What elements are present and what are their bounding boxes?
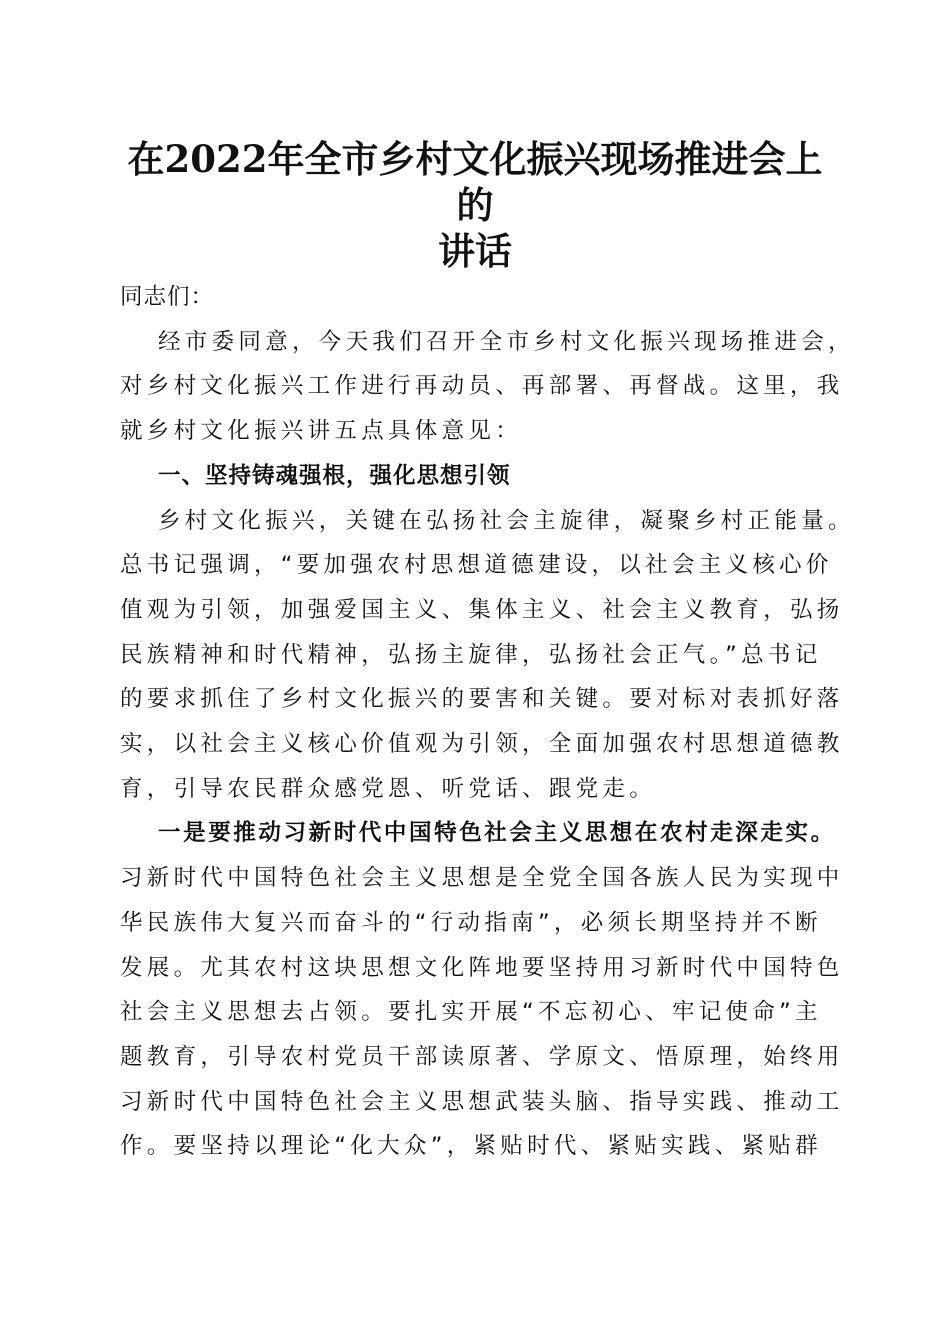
body-line: 乡村文化振兴，关键在弘扬社会主旋律，凝聚乡村正能量。 bbox=[158, 507, 855, 534]
body-line: 实，以社会主义核心价值观为引领，全面加强农村思想道德教 bbox=[120, 731, 844, 758]
title-line-2: 讲话 bbox=[438, 229, 512, 273]
document-title bbox=[120, 136, 830, 274]
body-line: 值观为引领，加强爱国主义、集体主义、社会主义教育，弘扬 bbox=[120, 596, 844, 623]
body-line: 民族精神和时代精神，弘扬主旋律，弘扬社会正气。”总书记 bbox=[120, 641, 822, 668]
title-line-1: 在2022年全市乡村文化振兴现场推进会上的 bbox=[127, 137, 823, 227]
section-heading: 一、坚持铸魂强根，强化思想引领 bbox=[158, 462, 511, 489]
body-line: 作。要坚持以理论“化大众”，紧贴时代、紧贴实践、紧贴群 bbox=[120, 1133, 822, 1160]
body-line: 习新时代中国特色社会主义思想武装头脑、指导实践、推动工 bbox=[120, 1088, 844, 1115]
body-line: 华民族伟大复兴而奋斗的“行动指南”，必须长期坚持并不断 bbox=[120, 909, 822, 936]
body-line: 育，引导农民群众感党恩、听党话、跟党走。 bbox=[120, 775, 657, 802]
body-line: 一是要推动习新时代中国特色社会主义思想在农村走深走实。 bbox=[158, 820, 836, 847]
body-line: 社会主义思想去占领。要扎实开展“不忘初心、牢记使命”主 bbox=[120, 999, 822, 1026]
body-line: 对乡村文化振兴工作进行再动员、再部署、再督战。这里，我 bbox=[120, 373, 844, 400]
body-line: 总书记强调，“要加强农村思想道德建设，以社会主义核心价 bbox=[120, 552, 833, 579]
body-line: 的要求抓住了乡村文化振兴的要害和关键。要对标对表抓好落 bbox=[120, 686, 844, 713]
body-line: 发展。尤其农村这块思想文化阵地要坚持用习新时代中国特色 bbox=[120, 954, 844, 981]
document-body bbox=[120, 275, 855, 1169]
greeting: 同志们： bbox=[120, 284, 215, 310]
body-line: 经市委同意，今天我们召开全市乡村文化振兴现场推进会， bbox=[158, 328, 855, 355]
body-line: 题教育，引导农村党员干部读原著、学原文、悟原理，始终用 bbox=[120, 1043, 844, 1070]
body-line: 就乡村文化振兴讲五点具体意见： bbox=[120, 418, 523, 445]
body-line: 习新时代中国特色社会主义思想是全党全国各族人民为实现中 bbox=[120, 865, 844, 892]
